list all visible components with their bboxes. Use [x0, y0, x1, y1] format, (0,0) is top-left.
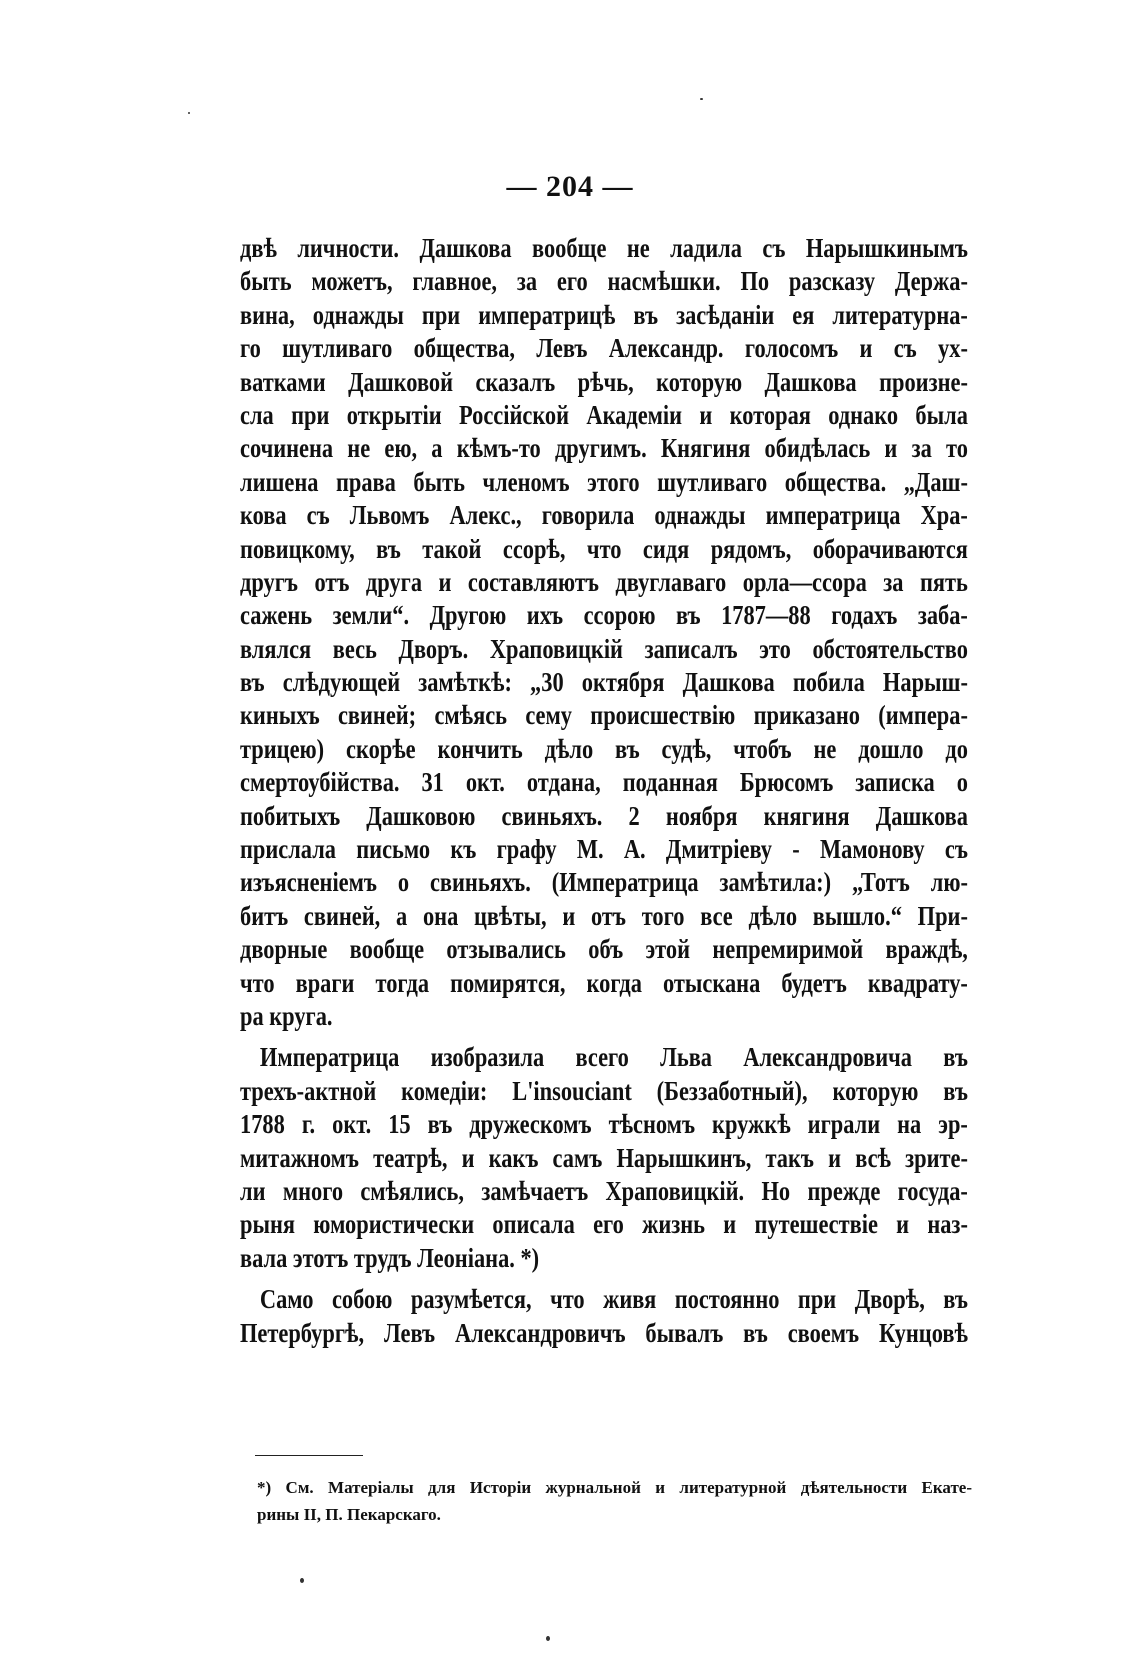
- paragraph-2: [240, 1041, 968, 1275]
- text-line: ра круга.: [240, 1000, 333, 1031]
- footnote-rule: [255, 1455, 363, 1456]
- text-line: 1788 г. окт. 15 въ дружескомъ тѣсномъ кружкѣ играли на эр-: [240, 1109, 968, 1140]
- text-line: побитыхъ Дашковою свиньяхъ. 2 ноября княгиня Дашкова: [240, 800, 968, 831]
- text-line: двѣ личности. Дашкова вообще не ладила съ Нарышкинымъ: [240, 233, 968, 263]
- footnote: [257, 1474, 972, 1528]
- print-speck: [700, 98, 703, 100]
- text-line: го шутливаго общества, Левъ Александр. голосомъ и съ ух-: [240, 333, 968, 364]
- print-speck: [546, 1636, 550, 1641]
- text-line: ли много смѣялись, замѣчаетъ Храповицкій. Но прежде госуда-: [240, 1175, 968, 1206]
- text-line: вина, однажды при императрицѣ въ засѣданіи ея литературна-: [240, 299, 968, 330]
- text-line: битъ свиней, а она цвѣты, и отъ того все дѣло вышло.“ При-: [240, 900, 968, 931]
- text-line: кова съ Львомъ Алекс., говорила однажды императрица Хра-: [240, 500, 968, 531]
- paragraph-1: [240, 232, 968, 1033]
- text-line: дворные вообще отзывались объ этой непремиримой враждѣ,: [240, 934, 968, 965]
- text-line: вала этотъ трудъ Леоніана. *): [240, 1242, 540, 1273]
- text-line: трицею) скорѣе кончить дѣло въ судѣ, чтобъ не дошло до: [240, 733, 968, 764]
- text-line: митажномъ театрѣ, и какъ самъ Нарышкинъ, такъ и всѣ зрите-: [240, 1142, 968, 1173]
- paragraph-3: [240, 1283, 968, 1350]
- text-line: Императрица изобразила всего Льва Александровича въ: [259, 1042, 968, 1073]
- print-speck: [188, 112, 190, 114]
- text-line: ватками Дашковой сказалъ рѣчь, которую Дашкова произне-: [240, 366, 968, 397]
- text-line: что враги тогда помирятся, когда отыскана будетъ квадрату-: [240, 967, 968, 998]
- print-speck: [300, 1578, 304, 1583]
- text-line: смертоубійства. 31 окт. отдана, поданная Брюсомъ записка о: [240, 767, 968, 798]
- text-line: сла при открытіи Россійской Академіи и которая однако была: [240, 399, 968, 430]
- body-text: [240, 232, 968, 1350]
- text-line: прислала письмо къ графу М. А. Дмитріеву - Мамонову съ: [240, 834, 968, 865]
- page-number: — 204 —: [506, 170, 634, 203]
- text-line: лишена права быть членомъ этого шутливаго общества. „Даш-: [240, 466, 968, 497]
- text-line: сочинена не ею, а кѣмъ-то другимъ. Княгиня обидѣлась и за то: [240, 433, 968, 464]
- footnote-line: рины II, П. Пекарскаго.: [257, 1505, 441, 1524]
- text-line: влялся весь Дворъ. Храповицкій записалъ это обстоятельство: [240, 633, 968, 664]
- text-line: сажень земли“. Другою ихъ ссорою въ 1787—88 годахъ заба-: [240, 600, 968, 631]
- text-line: повицкому, въ такой ссорѣ, что сидя рядомъ, оборачиваются: [240, 533, 968, 564]
- footnote-line: *) См. Матеріалы для Исторіи журнальной и литературной дѣятельности Екате-: [257, 1478, 972, 1497]
- text-line: рыня юмористически описала его жизнь и путешествіе и наз-: [240, 1209, 968, 1240]
- text-line: изъясненіемъ о свиньяхъ. (Императрица замѣтила:) „Тотъ лю-: [240, 867, 968, 898]
- text-line: Само собою разумѣется, что живя постоянно при Дворѣ, въ: [259, 1284, 968, 1315]
- text-line: въ слѣдующей замѣткѣ: „30 октября Дашкова побила Нарыш-: [240, 667, 968, 698]
- text-line: другъ отъ друга и составляютъ двуглаваго орла—ссора за пять: [240, 566, 968, 597]
- text-line: трехъ-актной комедіи: L'insouciant (Беззаботный), которую въ: [240, 1075, 968, 1106]
- text-line: Петербургѣ, Левъ Александровичъ бывалъ въ своемъ Кунцовѣ: [240, 1317, 968, 1348]
- text-line: киныхъ свиней; смѣясь сему происшествію приказано (импера-: [240, 700, 968, 731]
- text-line: быть можетъ, главное, за его насмѣшки. По разсказу Держа-: [240, 266, 968, 297]
